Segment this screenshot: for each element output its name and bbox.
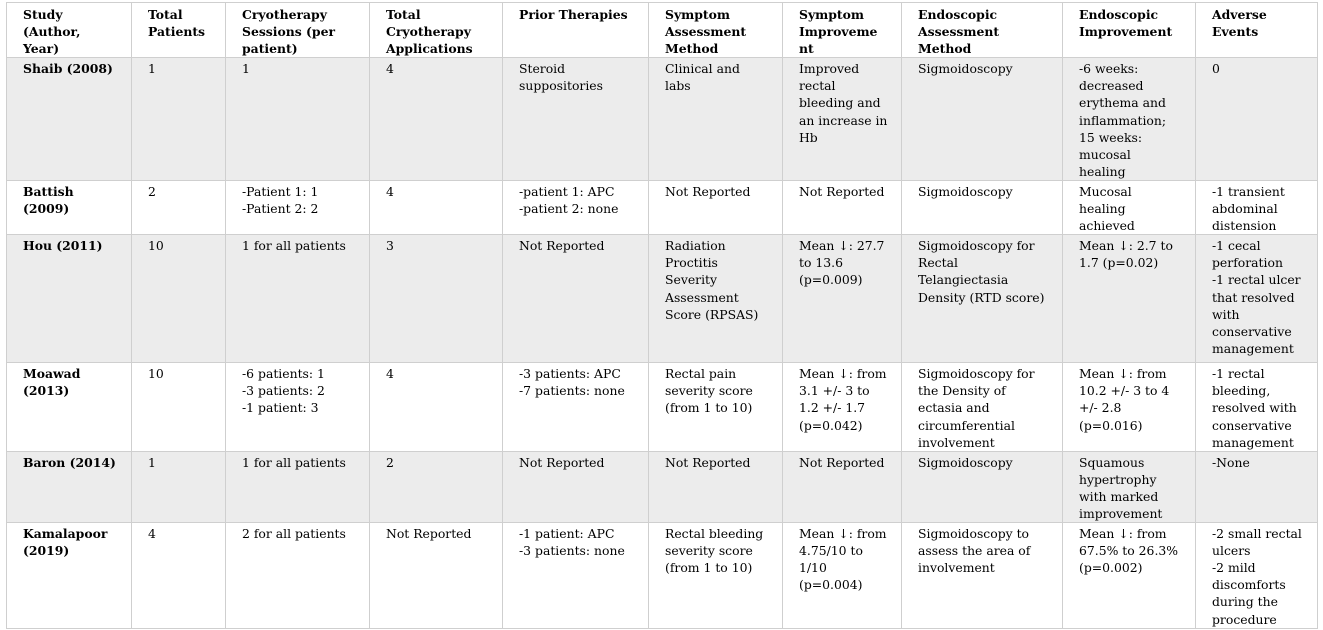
adverse-events-cell: -None <box>1196 451 1318 522</box>
endoscopic-method-cell: Sigmoidoscopy for the Density of ectasia and circumferential involvement <box>902 363 1063 451</box>
symptom-method-cell: Rectal pain severity score (from 1 to 10) <box>649 363 783 451</box>
total-patients-cell: 4 <box>132 523 226 629</box>
endoscopic-improvement-cell: Mean ↓: 2.7 to 1.7 (p=0.02) <box>1063 235 1196 363</box>
endoscopic-method-cell: Sigmoidoscopy <box>902 451 1063 522</box>
study-cell: Shaib (2008) <box>7 58 132 181</box>
prior-therapies-cell: -1 patient: APC -3 patients: none <box>503 523 649 629</box>
endoscopic-improvement-cell: Mean ↓: from 10.2 +/- 3 to 4 +/- 2.8 (p=0.016) <box>1063 363 1196 451</box>
prior-therapies-cell: Steroid suppositories <box>503 58 649 181</box>
total-patients-cell: 10 <box>132 235 226 363</box>
cryotherapy-studies-table <box>6 2 1318 629</box>
symptom-method-cell: Not Reported <box>649 180 783 234</box>
endoscopic-method-cell: Sigmoidoscopy for Rectal Telangiectasia Density (RTD score) <box>902 235 1063 363</box>
sessions-cell: 2 for all patients <box>226 523 370 629</box>
sessions-cell: 1 <box>226 58 370 181</box>
endoscopic-improvement-cell: Squamous hypertrophy with marked improvement <box>1063 451 1196 522</box>
header-symptom-method: Symptom Assessment Method <box>649 3 783 58</box>
prior-therapies-cell: Not Reported <box>503 235 649 363</box>
applications-cell: 4 <box>370 58 503 181</box>
sessions-cell: 1 for all patients <box>226 451 370 522</box>
prior-therapies-cell: -patient 1: APC -patient 2: none <box>503 180 649 234</box>
table-row <box>7 363 1318 451</box>
study-cell: Battish (2009) <box>7 180 132 234</box>
total-patients-cell: 2 <box>132 180 226 234</box>
table-row <box>7 58 1318 181</box>
total-patients-cell: 10 <box>132 363 226 451</box>
applications-cell: 4 <box>370 363 503 451</box>
prior-therapies-cell: Not Reported <box>503 451 649 522</box>
symptom-improvement-cell: Mean ↓: from 3.1 +/- 3 to 1.2 +/- 1.7 (p=0.042) <box>783 363 902 451</box>
header-endoscopic-method: Endoscopic Assessment Method <box>902 3 1063 58</box>
sessions-cell: 1 for all patients <box>226 235 370 363</box>
symptom-improvement-cell: Not Reported <box>783 180 902 234</box>
symptom-method-cell: Radiation Proctitis Severity Assessment Score (RPSAS) <box>649 235 783 363</box>
symptom-improvement-cell: Mean ↓: from 4.75/10 to 1/10 (p=0.004) <box>783 523 902 629</box>
adverse-events-cell: -1 cecal perforation -1 rectal ulcer that resolved with conservative management <box>1196 235 1318 363</box>
symptom-method-cell: Rectal bleeding severity score (from 1 to 10) <box>649 523 783 629</box>
endoscopic-improvement-cell: Mucosal healing achieved <box>1063 180 1196 234</box>
applications-cell: Not Reported <box>370 523 503 629</box>
applications-cell: 2 <box>370 451 503 522</box>
sessions-cell: -6 patients: 1 -3 patients: 2 -1 patient: 3 <box>226 363 370 451</box>
table-row <box>7 451 1318 522</box>
adverse-events-cell: -1 rectal bleeding, resolved with conservative management <box>1196 363 1318 451</box>
header-row <box>7 3 1318 58</box>
symptom-method-cell: Not Reported <box>649 451 783 522</box>
endoscopic-improvement-cell: -6 weeks: decreased erythema and inflammation; 15 weeks: mucosal healing <box>1063 58 1196 181</box>
table-row <box>7 180 1318 234</box>
header-sessions: Cryotherapy Sessions (per patient) <box>226 3 370 58</box>
endoscopic-method-cell: Sigmoidoscopy <box>902 180 1063 234</box>
applications-cell: 4 <box>370 180 503 234</box>
applications-cell: 3 <box>370 235 503 363</box>
header-study: Study (Author, Year) <box>7 3 132 58</box>
header-endoscopic-improvement: Endoscopic Improvement <box>1063 3 1196 58</box>
header-applications: Total Cryotherapy Applications <box>370 3 503 58</box>
header-prior-therapies: Prior Therapies <box>503 3 649 58</box>
prior-therapies-cell: -3 patients: APC -7 patients: none <box>503 363 649 451</box>
endoscopic-method-cell: Sigmoidoscopy <box>902 58 1063 181</box>
table-row <box>7 235 1318 363</box>
study-cell: Moawad (2013) <box>7 363 132 451</box>
adverse-events-cell: -1 transient abdominal distension <box>1196 180 1318 234</box>
header-adverse-events: Adverse Events <box>1196 3 1318 58</box>
adverse-events-cell: 0 <box>1196 58 1318 181</box>
header-total-patients: Total Patients <box>132 3 226 58</box>
study-cell: Kamalapoor (2019) <box>7 523 132 629</box>
header-symptom-improvement: Symptom Improveme nt <box>783 3 902 58</box>
table-row <box>7 523 1318 629</box>
endoscopic-method-cell: Sigmoidoscopy to assess the area of involvement <box>902 523 1063 629</box>
adverse-events-cell: -2 small rectal ulcers -2 mild discomforts during the procedure <box>1196 523 1318 629</box>
symptom-method-cell: Clinical and labs <box>649 58 783 181</box>
symptom-improvement-cell: Improved rectal bleeding and an increase in Hb <box>783 58 902 181</box>
sessions-cell: -Patient 1: 1 -Patient 2: 2 <box>226 180 370 234</box>
symptom-improvement-cell: Not Reported <box>783 451 902 522</box>
study-cell: Baron (2014) <box>7 451 132 522</box>
study-cell: Hou (2011) <box>7 235 132 363</box>
total-patients-cell: 1 <box>132 451 226 522</box>
total-patients-cell: 1 <box>132 58 226 181</box>
endoscopic-improvement-cell: Mean ↓: from 67.5% to 26.3% (p=0.002) <box>1063 523 1196 629</box>
symptom-improvement-cell: Mean ↓: 27.7 to 13.6 (p=0.009) <box>783 235 902 363</box>
